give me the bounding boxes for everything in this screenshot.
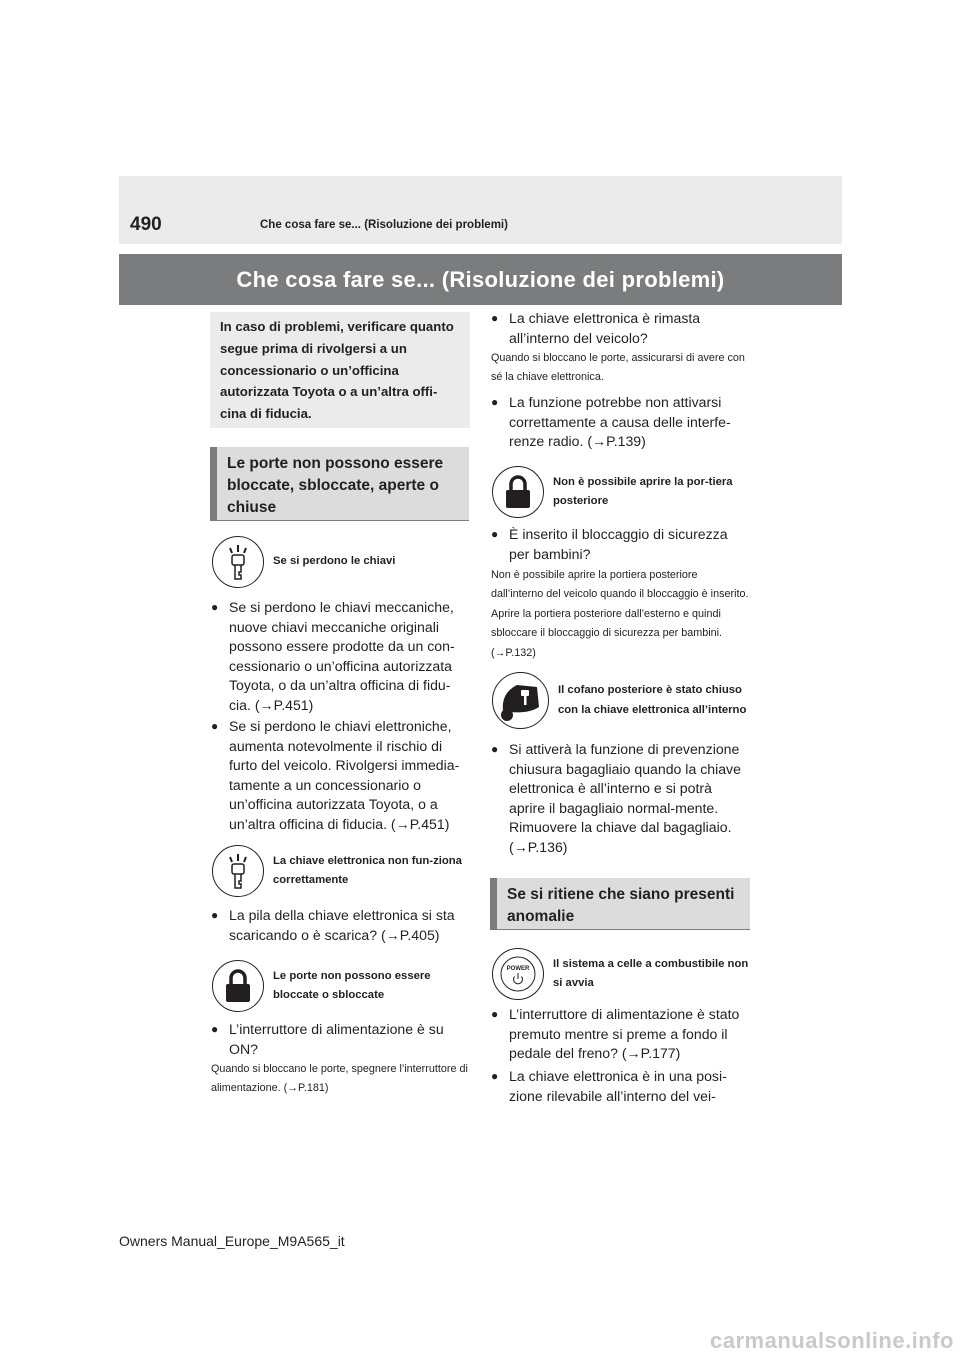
bullet-right-2: ● La funzione potrebbe non attivarsi correttamente a causa delle interfe-renze radio. (→P.139): [491, 393, 750, 452]
doors-lock-row: [212, 960, 470, 1012]
page-number: 490: [130, 214, 162, 235]
running-title: Che cosa fare se... (Risoluzione dei problemi): [260, 219, 508, 231]
lost-keys-row: [212, 536, 470, 588]
fuel-cell-label: Il sistema a celle a combustibile non si avvia: [553, 957, 749, 989]
padlock-icon: [492, 466, 544, 518]
fuel-cell-row: [492, 948, 750, 1000]
trunk-key-icon: [492, 672, 549, 729]
trunk-row: [492, 672, 750, 729]
note-right-1: Quando si bloccano le porte, assicurarsi di avere con sé la chiave elettronica.: [491, 352, 745, 384]
footer-manual-id: Owners Manual_Europe_M9A565_it: [119, 1233, 345, 1249]
chapter-banner: [119, 254, 842, 305]
key-icon: [212, 845, 264, 897]
bullet-right-5: ● L’interruttore di alimentazione è stato premuto mentre si preme a fondo il pedale del freno? (→P.177): [491, 1005, 750, 1064]
intro-box: In caso di problemi, verificare quanto segue prima di rivolgersi a un concessionario o un’officina autorizzata Toyota o a un’altra offi-cina di fiducia.: [210, 312, 470, 428]
power-label: POWER: [506, 966, 530, 972]
key-icon: [212, 536, 264, 588]
lost-keys-label: Se si perdono le chiavi: [273, 555, 396, 568]
padlock-icon: [212, 960, 264, 1012]
rear-door-row: [492, 466, 750, 518]
doors-lock-label: Le porte non possono essere bloccate o sbloccate: [273, 969, 431, 1001]
note-right-3: Non è possibile aprire la portiera posteriore dall’interno del veicolo quando il bloccaggio è inserito. Aprire la portiera posteriore dall’esterno e quindi sbloccare il bloccaggio di sicurezza per bambini. (→P.132): [491, 569, 749, 659]
key-malfunction-label: La chiave elettronica non fun-ziona correttamente: [273, 854, 462, 886]
watermark: carmanualsonline.info: [710, 1328, 954, 1353]
bullet-left-2: ● Se si perdono le chiavi elettroniche, aumenta notevolmente il rischio di furto del veicolo. Rivolgersi immedia-tamente a un concessionario o un’officina autorizzata Toyota, o a un’altra officina di fiducia. (→P.451): [211, 717, 469, 835]
rear-door-label: Non è possibile aprire la por-tiera posteriore: [553, 475, 733, 507]
header-band: [119, 176, 842, 244]
bullet-left-4: ● L’interruttore di alimentazione è su ON?: [211, 1020, 469, 1059]
bullet-left-3: ● La pila della chiave elettronica si sta scaricando o è scarica? (→P.405): [211, 906, 469, 945]
bullet-right-3: ● È inserito il bloccaggio di sicurezza per bambini?: [491, 525, 750, 564]
key-malfunction-row: [212, 845, 470, 897]
chapter-title: Che cosa fare se... (Risoluzione dei problemi): [236, 266, 725, 292]
section-anomalies-heading: Se si ritiene che siano presenti anomalie: [490, 878, 750, 930]
power-button-icon: [492, 948, 544, 1000]
bullet-right-6: ● La chiave elettronica è in una posi-zione rilevabile all’interno del vei-: [491, 1067, 750, 1106]
bullet-right-4: ● Si attiverà la funzione di prevenzione chiusura bagagliaio quando la chiave elettronica è all’interno e si potrà aprire il bagagliaio normal-mente. Rimuovere la chiave dal bagagliaio. (→P.136): [491, 740, 750, 858]
bullet-right-1: ● La chiave elettronica è rimasta all’interno del veicolo?: [491, 309, 750, 348]
trunk-label: Il cofano posteriore è stato chiuso con la chiave elettronica all’interno: [558, 684, 747, 716]
section-doors-heading: Le porte non possono essere bloccate, sbloccate, aperte o chiuse: [210, 447, 469, 521]
note-left-4: Quando si bloccano le porte, spegnere l’interruttore di alimentazione. (→P.181): [211, 1063, 468, 1095]
bullet-left-1: ● Se si perdono le chiavi meccaniche, nuove chiavi meccaniche originali possono essere prodotte da un con-cessionario o un’officina autorizzata Toyota, o da un’altra officina di fidu-cia. (→P.451): [211, 598, 469, 716]
